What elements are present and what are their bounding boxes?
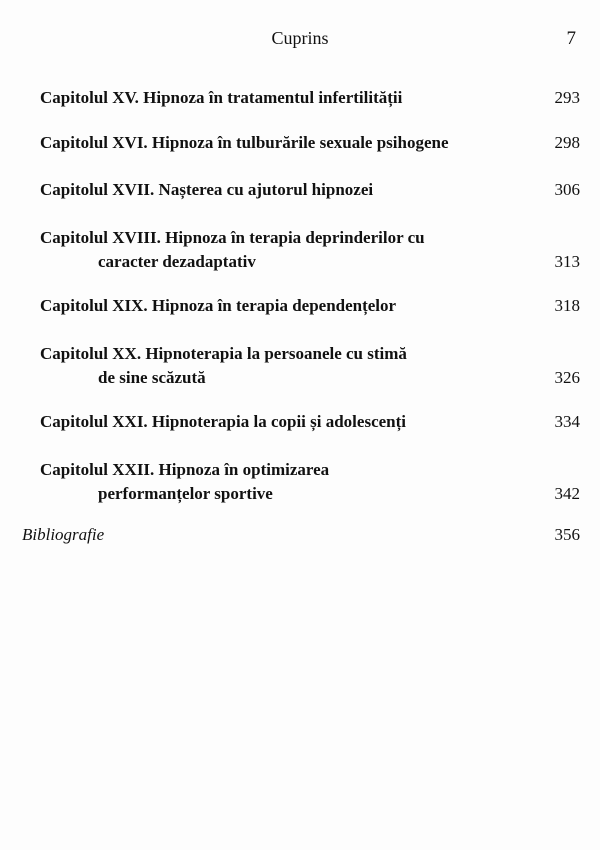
toc-entry-title (40, 131, 520, 155)
toc-entry-title-continuation: de sine scăzută (98, 368, 206, 387)
toc-entry-title-line: Capitolul XXII. Hipnoza în optimizarea (40, 460, 330, 479)
toc-entry-title (40, 226, 520, 274)
toc-entry-title-line: Capitolul XIX. Hipnoza în terapia dependențelor (40, 296, 397, 315)
toc-entry-page: 342 (554, 484, 580, 503)
toc-entry-title-line: Capitolul XVIII. Hipnoza în terapia deprinderilor cu (40, 228, 425, 247)
toc-entry-page: 293 (554, 88, 580, 107)
toc-entry-title-line: Capitolul XVII. Nașterea cu ajutorul hipnozei (40, 180, 374, 199)
toc-entry-page: 298 (554, 133, 580, 152)
toc-entry-title-continuation: performanțelor sportive (98, 484, 273, 503)
toc-entry (40, 294, 580, 318)
toc-entry (40, 458, 580, 506)
toc-entry (40, 342, 580, 390)
toc-entry-title-line: Capitolul XXI. Hipnoterapia la copii și adolescenți (40, 412, 406, 431)
toc-entry-title (40, 342, 520, 390)
toc-entry-page: 313 (554, 252, 580, 271)
toc-entry-title (40, 410, 520, 434)
toc-entry-title-continuation: caracter dezadaptativ (98, 252, 256, 271)
toc-entry (40, 131, 580, 155)
toc-entry (40, 86, 580, 110)
toc-entry-title (40, 458, 520, 506)
toc-entry (40, 178, 580, 202)
toc-entry-title-line: Capitolul XV. Hipnoza în tratamentul infertilității (40, 88, 403, 107)
toc-entry-title (40, 86, 520, 110)
toc-bibliography-title: Bibliografie (22, 525, 105, 544)
toc-entry-title-line: Capitolul XX. Hipnoterapia la persoanele cu stimă (40, 344, 407, 363)
toc-entry-page: 334 (554, 412, 580, 431)
toc-bibliography-page: 356 (554, 525, 580, 544)
running-header-title: Cuprins (271, 28, 329, 48)
running-header-page-number: 7 (566, 28, 576, 49)
toc-entry (40, 226, 580, 274)
toc-entry-page: 306 (554, 180, 580, 199)
toc-entry-title (40, 294, 520, 318)
toc-entry-title (40, 178, 520, 202)
toc-bibliography (22, 525, 580, 545)
toc-entry (40, 410, 580, 434)
toc-entry-page: 318 (554, 296, 580, 315)
toc-entry-page: 326 (554, 368, 580, 387)
toc-entry-title-line: Capitolul XVI. Hipnoza în tulburările sexuale psihogene (40, 133, 449, 152)
